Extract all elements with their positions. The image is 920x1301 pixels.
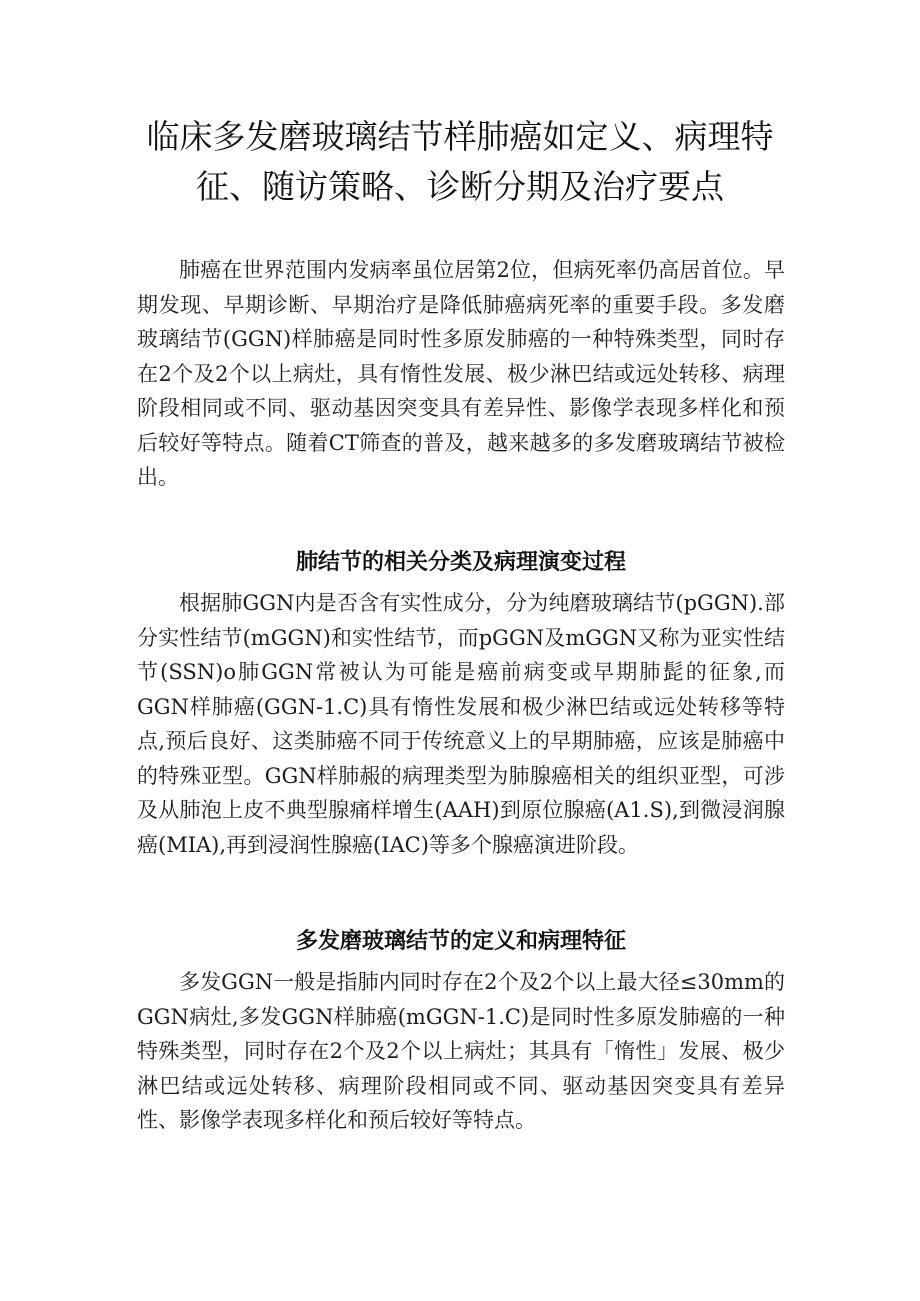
document-title: 临床多发磨玻璃结节样肺癌如定义、病理特征、随访策略、诊断分期及治疗要点 — [146, 117, 774, 206]
section-heading-definition: 多发磨玻璃结节的定义和病理特征 — [295, 929, 626, 954]
section-heading-classification: 肺结节的相关分类及病理演变过程 — [295, 550, 626, 575]
paragraph-intro: 肺癌在世界范围内发病率虽位居第2位，但病死率仍高居首位。早期发现、早期诊断、早期治疗是降低肺癌病死率的重要手段。多发磨玻璃结节(GGN)样肺癌是同时性多原发肺癌的一种特殊类型，同时存在2个及2个以上病灶，具有惰性发展、极少淋巴结或远处转移、病理阶段相同或不同、驱动基因突变具有差异性、影像学表现多样化和预后较好等特点。随着CT筛查的普及，越来越多的多发磨玻璃结节被检出。 — [137, 258, 785, 489]
paragraph-definition: 多发GGN一般是指肺内同时存在2个及2个以上最大径≤30mm的GGN病灶,多发GGN样肺癌(mGGN-1.C)是同时性多原发肺癌的一种特殊类型，同时存在2个及2个以上病灶；其具有「惰性」发展、极少淋巴结或远处转移、病理阶段相同或不同、驱动基因突变具有差异性、影像学表现多样化和预后较好等特点。 — [137, 970, 785, 1132]
paragraph-classification: 根据肺GGN内是否含有实性成分，分为纯磨玻璃结节(pGGN).部分实性结节(mGGN)和实性结节，而pGGN及mGGN又称为亚实性结节(SSN)o肺GGN常被认为可能是癌前病变或早期肺髭的征象,而GGN样肺癌(GGN-1.C)具有惰性发展和极少淋巴结或远处转移等特点,预后良好、这类肺癌不同于传统意义上的早期肺癌，应该是肺癌中的特殊亚型。GGN样肺赧的病理类型为肺腺癌相关的组织亚型，可涉及从肺泡上皮不典型腺痛样增生(AAH)到原位腺癌(A1.S),到微浸润腺癌(MIA),再到浸润性腺癌(IAC)等多个腺癌演进阶段。 — [137, 591, 785, 857]
